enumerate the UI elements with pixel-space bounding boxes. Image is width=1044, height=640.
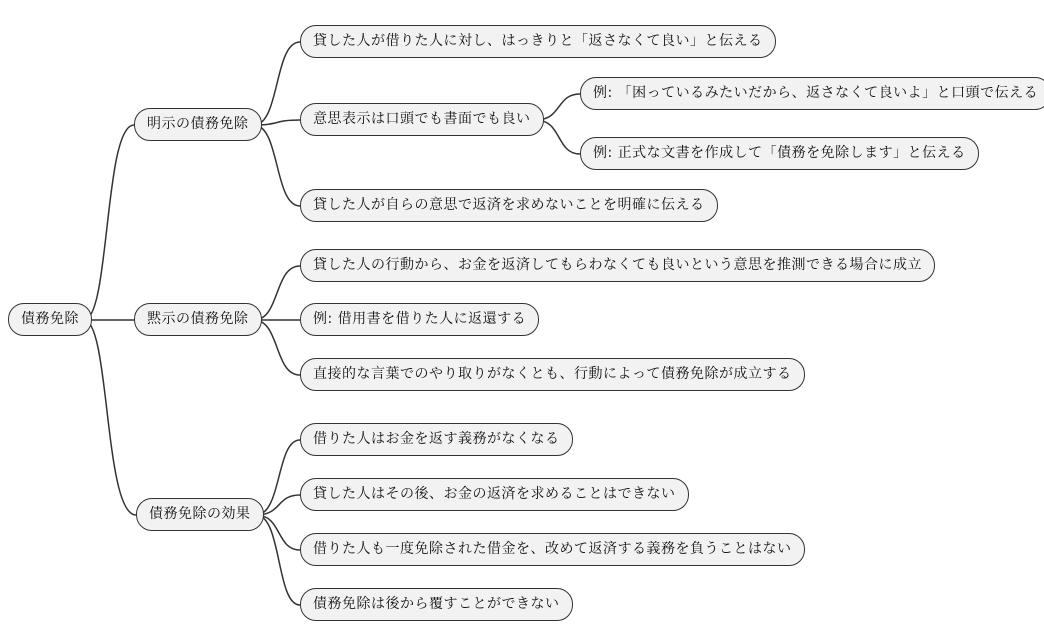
node-effect-no-demand-allowed[interactable]: 貸した人はその後、お金の返済を求めることはできない [300, 478, 689, 511]
node-implicit-established-by-action[interactable]: 直接的な言葉でのやり取りがなくとも、行動によって債務免除が成立する [300, 358, 805, 391]
node-effect-no-repayment-obligation[interactable]: 借りた人はお金を返す義務がなくなる [300, 423, 573, 456]
connector-explicit-leaf3 [254, 125, 300, 206]
node-root-debt-waiver[interactable]: 債務免除 [8, 303, 92, 336]
node-effect-irreversible[interactable]: 債務免除は後から覆すことができない [300, 588, 573, 621]
node-branch-waiver-effects[interactable]: 債務免除の効果 [136, 498, 264, 531]
node-implicit-inferred-from-action[interactable]: 貸した人の行動から、お金を返済してもらわなくても良いという意思を推測できる場合に成立 [300, 249, 935, 282]
node-explicit-clearly-tell[interactable]: 貸した人が借りた人に対し、はっきりと「返さなくて良い」と伝える [300, 25, 776, 58]
node-expression-oral-or-written[interactable]: 意思表示は口頭でも書面でも良い [300, 103, 544, 136]
node-example-return-iou[interactable]: 例: 借用書を借りた人に返還する [300, 303, 539, 336]
node-branch-implicit-waiver[interactable]: 黙示の債務免除 [134, 303, 262, 336]
node-explicit-no-repayment-intent[interactable]: 貸した人が自らの意思で返済を求めないことを明確に伝える [300, 189, 718, 222]
node-branch-explicit-waiver[interactable]: 明示の債務免除 [134, 108, 262, 141]
connector-root-explicit [84, 125, 134, 320]
node-example-oral-statement[interactable]: 例: 「困っているみたいだから、返さなくて良いよ」と口頭で伝える [580, 77, 1044, 110]
connector-implicit-leaf3 [254, 320, 300, 375]
node-example-formal-document[interactable]: 例: 正式な文書を作成して「債務を免除します」と伝える [580, 137, 979, 170]
connector-implicit-leaf1 [254, 266, 300, 320]
connector-effects-leaf4 [256, 515, 300, 605]
connector-explicit-leaf1 [254, 42, 300, 125]
node-effect-no-renewed-obligation[interactable]: 借りた人も一度免除された借金を、改めて返済する義務を負うことはない [300, 533, 805, 566]
connector-root-effects [84, 320, 136, 515]
connector-effects-leaf1 [256, 440, 300, 515]
